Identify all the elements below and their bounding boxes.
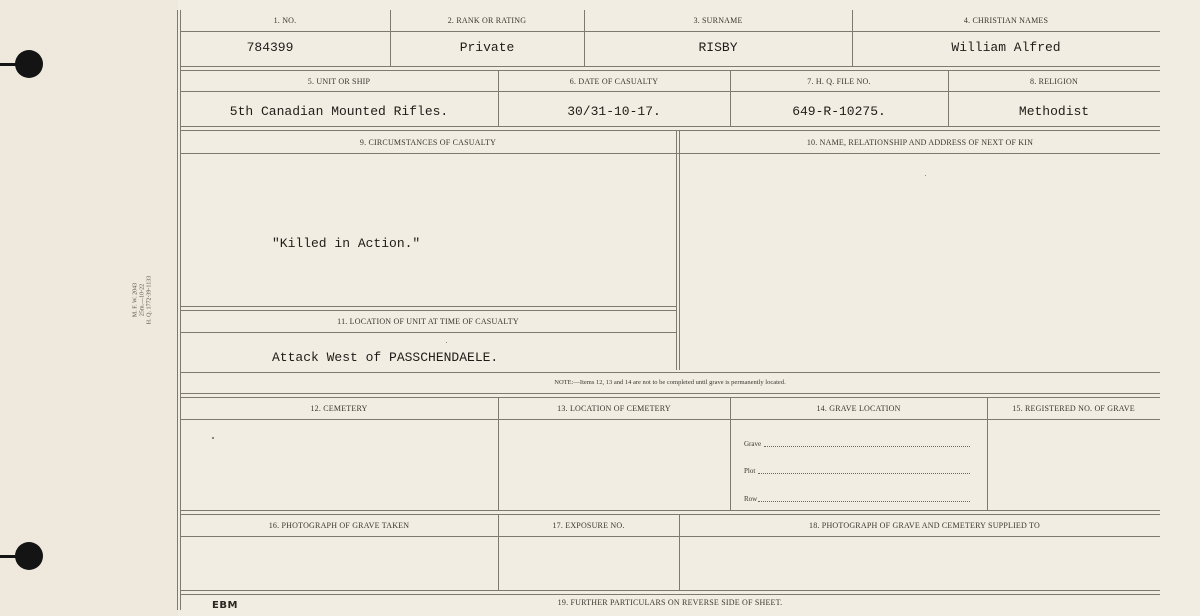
label-number: 1. NO. <box>273 16 297 25</box>
label-further-particulars: 19. FURTHER PARTICULARS ON REVERSE SIDE OF SHEET. <box>557 598 783 607</box>
paper-speck <box>212 437 214 439</box>
punch-hole-bottom-edge <box>0 555 18 558</box>
grave-divider-2 <box>730 397 731 510</box>
value-circumstances: "Killed in Action." <box>272 236 421 251</box>
value-number: 784399 <box>246 40 294 55</box>
row1-bottom-rule <box>180 66 1160 71</box>
label-registered-no: 15. REGISTERED NO. OF GRAVE <box>1012 404 1135 413</box>
label-religion: 8. RELIGION <box>1030 77 1078 86</box>
label-location-of-unit: 11. LOCATION OF UNIT AT TIME OF CASUALTY <box>337 317 519 326</box>
label-location-of-cemetery: 13. LOCATION OF CEMETERY <box>557 404 671 413</box>
grave-bottom-rule <box>180 510 1160 515</box>
label-cemetery: 12. CEMETERY <box>310 404 368 413</box>
punch-hole-top <box>15 50 43 78</box>
plot-field-label: Plot <box>744 467 756 475</box>
grave-divider-3 <box>987 397 988 510</box>
grave-label-rule <box>180 419 1160 420</box>
row3-divider-inner <box>679 130 680 370</box>
label-grave-location: 14. GRAVE LOCATION <box>816 404 901 413</box>
note-bottom-rule <box>180 393 1160 398</box>
paper-speck <box>446 342 447 343</box>
grave-field-line <box>764 446 970 447</box>
initials-stamp: EBM <box>212 600 238 611</box>
label-photograph-taken: 16. PHOTOGRAPH OF GRAVE TAKEN <box>268 521 410 530</box>
label-date-of-casualty: 6. DATE OF CASUALTY <box>569 77 659 86</box>
row2-label-rule <box>180 91 1160 92</box>
label-next-of-kin: 10. NAME, RELATIONSHIP AND ADDRESS OF NEXT OF KIN <box>806 138 1034 147</box>
form-reference-note: M. F. W. 2043 25m.—10-22 H. Q. 1772-39-1133 <box>132 275 153 325</box>
value-unit: 5th Canadian Mounted Rifles. <box>229 104 449 119</box>
location-label-rule <box>180 332 676 333</box>
form-left-border <box>177 10 178 610</box>
value-date-of-casualty: 30/31-10-17. <box>567 104 661 119</box>
grave-field-label: Grave <box>744 440 762 448</box>
label-exposure-no: 17. EXPOSURE NO. <box>552 521 625 530</box>
value-hq-file: 649-R-10275. <box>792 104 886 119</box>
row2-bottom-rule <box>180 126 1160 131</box>
value-rank: Private <box>459 40 515 55</box>
value-location-of-unit: Attack West of PASSCHENDAELE. <box>272 350 499 365</box>
plot-field-line <box>758 473 970 474</box>
note-top-rule <box>180 372 1160 373</box>
label-photograph-supplied-to: 18. PHOTOGRAPH OF GRAVE AND CEMETERY SUPPLIED TO <box>809 521 1040 530</box>
label-hq-file: 7. H. Q. FILE NO. <box>807 77 871 86</box>
paper-speck <box>925 175 926 176</box>
row3-divider <box>676 130 677 370</box>
label-christian-names: 4. CHRISTIAN NAMES <box>963 16 1049 25</box>
label-circumstances: 9. CIRCUMSTANCES OF CASUALTY <box>359 138 497 147</box>
location-top-rule <box>180 306 676 311</box>
row-field-line <box>758 501 970 502</box>
grave-divider-1 <box>498 397 499 510</box>
photo-label-rule <box>180 536 1160 537</box>
label-rank: 2. RANK OR RATING <box>447 16 527 25</box>
value-surname: RISBY <box>698 40 738 55</box>
label-unit: 5. UNIT OR SHIP <box>307 77 371 86</box>
value-religion: Methodist <box>1018 104 1090 119</box>
row-field-label: Row <box>744 495 758 503</box>
photo-bottom-rule <box>180 590 1160 595</box>
row1-label-rule <box>180 31 1160 32</box>
punch-hole-bottom <box>15 542 43 570</box>
label-surname: 3. SURNAME <box>693 16 743 25</box>
punch-hole-top-edge <box>0 63 18 66</box>
row3-label-rule <box>180 153 1160 154</box>
grave-note: NOTE:—Items 12, 13 and 14 are not to be completed until grave is permanently located. <box>554 379 786 386</box>
value-christian-names: William Alfred <box>951 40 1061 55</box>
